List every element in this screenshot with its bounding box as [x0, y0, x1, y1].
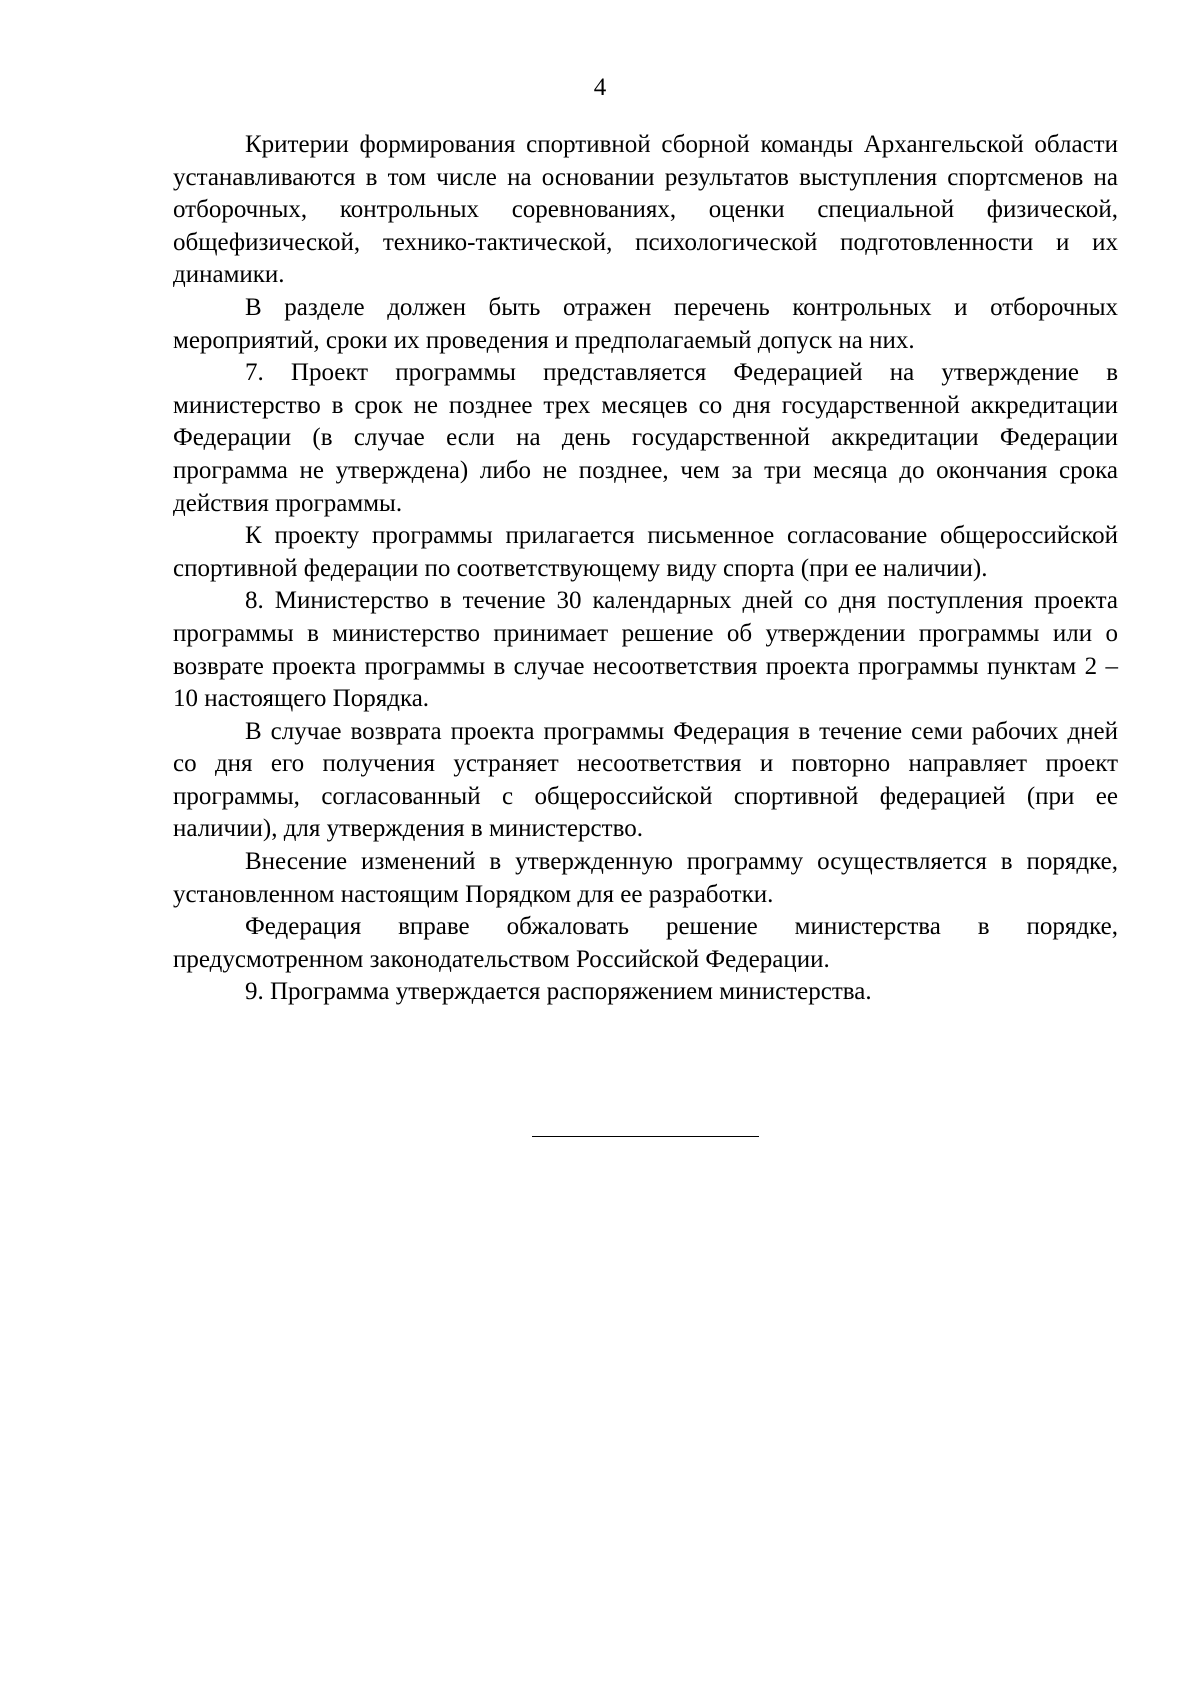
- document-body: [173, 129, 1118, 1009]
- page-number: 4: [593, 74, 607, 101]
- paragraph-item-9: 9. Программа утверждается распоряжением министерства.: [245, 978, 872, 1006]
- paragraph-amendments: Внесение изменений в утвержденную программу осуществляется в порядке, установленном настоящим Порядком для ее разработки.: [173, 848, 1118, 908]
- paragraph-item-8: 8. Министерство в течение 30 календарных дней со дня поступления проекта программы в министерство принимает решение об утверждении программы или о возврате проекта программы в случае несоответствия проекта программы пунктам 2 – 10 настоящего Порядка.: [173, 587, 1118, 713]
- paragraph-return-case: В случае возврата проекта программы Федерация в течение семи рабочих дней со дня его получения устраняет несоответствия и повторно направляет проект программы, согласованный с общероссийской спортивной федерацией (при ее наличии), для утверждения в министерство.: [173, 717, 1118, 843]
- document-end-rule: [532, 1136, 759, 1137]
- paragraph-approval-attachment: К проекту программы прилагается письменное согласование общероссийской спортивной федерации по соответствующему виду спорта (при ее наличии).: [173, 522, 1118, 582]
- paragraph-selection-criteria: Критерии формирования спортивной сборной команды Архангельской области устанавливаются в том числе на основании результатов выступления спортсменов на отборочных, контрольных соревнованиях, оценки специальной физической, общефизической, технико-тактической, психологической подготовленности и их динамики.: [173, 131, 1118, 289]
- paragraph-appeal: Федерация вправе обжаловать решение министерства в порядке, предусмотренном законодательством Российской Федерации.: [173, 913, 1118, 973]
- paragraph-item-7: 7. Проект программы представляется Федерацией на утверждение в министерство в срок не позднее трех месяцев со дня государственной аккредитации Федерации (в случае если на день государственной аккредитации Федерации программа не утверждена) либо не позднее, чем за три месяца до окончания срока действия программы.: [173, 359, 1118, 517]
- paragraph-control-events: В разделе должен быть отражен перечень контрольных и отборочных мероприятий, сроки их проведения и предполагаемый допуск на них.: [173, 293, 1118, 354]
